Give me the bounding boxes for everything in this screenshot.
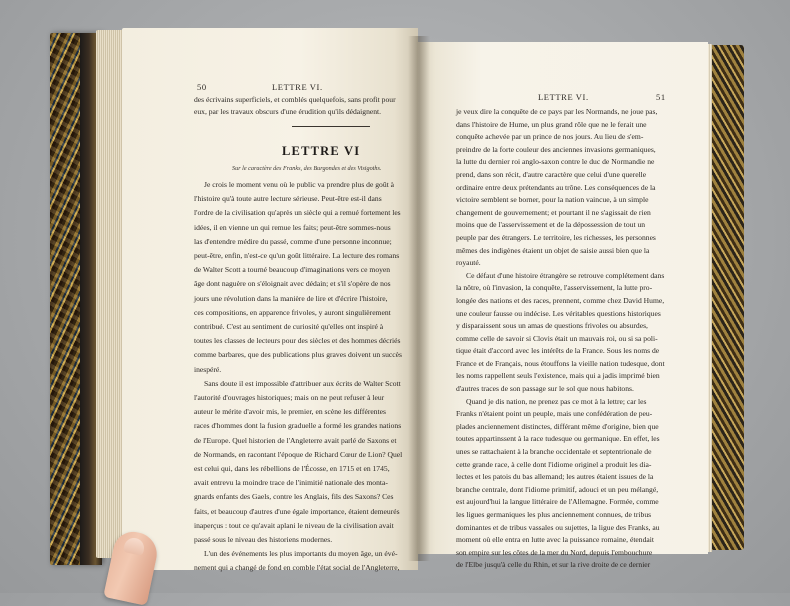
text-line: est aujourd'hui la langue littéraire de l'Allemagne. Formée, comme: [456, 497, 659, 507]
left-top-text: [194, 94, 412, 117]
text-line: tique était d'accord avec les intérêts de la France. Sous les noms de: [456, 346, 660, 356]
right-page-number: 51: [656, 92, 666, 102]
left-body-text: [194, 178, 414, 576]
book-gutter: [408, 36, 430, 561]
text-line: L'un des événements les plus importants du moyen âge, un évé-: [204, 549, 398, 559]
left-running-title: LETTRE VI.: [272, 82, 323, 92]
text-line: prend, dans son récit, d'autre caractère que celui d'une querelle: [456, 169, 647, 179]
text-line: auteur le mérite d'avoir mis, le premier, en scène les différentes: [194, 407, 386, 417]
left-page-number: 50: [197, 82, 207, 92]
thumbnail-nail: [123, 536, 146, 556]
text-line: de l'Elbe jusqu'à celle du Rhin, et sur la rive droite de ce dernier: [456, 560, 651, 570]
text-line: de Walter Scott a tourné beaucoup d'imaginations vers ce moyen: [194, 265, 391, 275]
text-line: faits, et beaucoup d'autres d'une égale importance, étaient demeurés: [194, 506, 400, 516]
text-line: lectes et les patois du bas allemand; les autres étaient issues de la: [456, 472, 654, 482]
text-line: jours une révolution dans la manière de lire et d'écrire l'histoire,: [194, 293, 388, 303]
text-line: dans l'histoire de Hume, un plus grand rôle que ne le ferait une: [456, 119, 647, 129]
text-line: longée des nations et des races, prennent, comme chez David Hume,: [456, 295, 665, 305]
text-line: son empire sur les côtes de la mer du Nord, depuis l'embouchure: [456, 547, 653, 557]
text-line: Quand je dis nation, ne prenez pas ce mot à la lettre; car les: [466, 396, 647, 406]
text-line: les ligues germaniques les plus anciennement connues, de tribus: [456, 510, 652, 519]
text-line: comme celle de savoir si Clovis était un mauvais roi, ou si sa poli-: [456, 333, 658, 343]
text-line: inaperçus : tout ce qu'avait aplani le niveau de la civilisation avait: [194, 520, 394, 530]
text-line: la lutte du dernier roi anglo-saxon contre le duc de Normandie ne: [456, 157, 655, 167]
text-line: victoire semblent se borner, pour la nation vaincue, à un simple: [456, 195, 649, 205]
text-line: inespéré.: [194, 364, 222, 374]
text-line: las d'entendre médire du passé, comme d'une personne inconnue;: [194, 236, 392, 246]
text-line: Ce défaut d'une histoire étrangère se retrouve complétement dans: [466, 270, 665, 280]
text-line: des écrivains superficiels, et comblés quelquefois, sans profit pour: [194, 95, 396, 104]
text-line: l'histoire qu'à toute autre lecture sérieuse. Peut-être est-il dans: [194, 194, 382, 204]
text-line: eux, par les travaux obscurs d'une érudition qu'ils dédaignent.: [194, 106, 382, 116]
text-line: toutes les classes de lecteurs pour des siècles et des hommes décriés: [194, 336, 401, 346]
text-line: ces compositions, en apparence frivoles, y auront singulièrement: [194, 307, 391, 317]
text-line: nement qui a changé de fond en comble l'état social de l'Angleterre,: [194, 563, 400, 573]
left-running-head: [197, 82, 407, 92]
text-line: France et de Français, nous étouffons la vieille nation tudesque, dont: [456, 358, 665, 368]
section-rule: [292, 126, 370, 127]
text-line: je veux dire la conquête de ce pays par les Normands, ne joue pas,: [456, 107, 658, 116]
text-line: de Normands, en racontant l'époque de Richard Cœur de Lion? Quel: [194, 449, 403, 459]
text-line: de l'Europe. Quel historien de l'Angleterre avait parlé de Saxons et: [194, 435, 397, 445]
chapter-subtitle: Sur le caractère des Franks, des Burgondes et des Visigoths.: [232, 165, 382, 172]
right-body-text: [456, 106, 684, 572]
text-line: Je crois le moment venu où le public va prendre plus de goût à: [204, 180, 395, 189]
text-line: passé sous le niveau des historiens modernes.: [194, 535, 333, 545]
left-page: [122, 28, 418, 573]
text-line: contribué. C'est au sentiment de curiosité qu'elles ont inspiré à: [194, 322, 384, 332]
text-line: mêmes des indigènes étaient un objet de saisie aussi bien que la: [456, 245, 650, 255]
text-line: les noms rappellent seuls l'existence, mais qui a jadis imprimé bien: [456, 371, 660, 381]
text-line: dominantes et de tribus vassales ou sujettes, la ligue des Franks, au: [456, 522, 660, 532]
text-line: royauté.: [456, 258, 481, 268]
text-line: est celui qui, dans les rébellions de l'Écosse, en 1715 et en 1745,: [194, 464, 390, 474]
text-line: toutes appartinssent à la race tudesque ou germanique. En effet, les: [456, 434, 660, 444]
text-line: la nôtre, où l'invasion, la conquête, l'asservissement, la lutte pro-: [456, 283, 653, 293]
text-line: races d'hommes dont la fusion graduelle a formé les grandes nations: [194, 421, 402, 431]
text-line: comme barbares, que des publications plus graves doivent un succès: [194, 350, 402, 360]
text-line: une couleur fausse ou indécise. Les véritables questions historiques: [456, 308, 661, 318]
text-line: l'ordre de la civilisation qu'après un siècle qui a remué fortement les: [194, 208, 401, 218]
text-line: ordinaire entre deux prétendants au trône. Les conséquences de la: [456, 182, 656, 192]
text-line: moins que de l'asservissement et de la dépossession de tout un: [456, 220, 646, 230]
text-line: cette grande race, à celle dont l'idiome originel a produit les dia-: [456, 459, 652, 469]
text-line: peuple par des étrangers. Le territoire, les richesses, les personnes: [456, 232, 656, 242]
text-line: l'autorité d'ouvrages historiques; mais on ne peut refuser à leur: [194, 393, 385, 403]
text-line: Franks n'étaient point un peuple, mais une confédération de peu-: [456, 409, 653, 419]
text-line: branche centrale, dont l'idiome primitif, adouci et un peu mélangé,: [456, 484, 659, 494]
text-line: conquête achevée par un prince de nos jours. Au lieu de s'em-: [456, 132, 644, 142]
text-line: gnards enfants des Gaels, contre les Anglais, fils des Saxons? Ces: [194, 492, 394, 502]
text-line: d'autres traces de son passage sur le sol que nous habitons.: [456, 384, 634, 394]
chapter-title: LETTRE VI: [282, 144, 361, 158]
text-line: peut-être, enfin, n'est-ce qu'un goût littéraire. La lecture des romans: [194, 251, 400, 261]
text-line: preindre de la forte couleur des anciennes invasions germaniques,: [456, 144, 656, 154]
text-line: y disparaissent sous un amas de questions frivoles ou absurdes,: [456, 321, 648, 331]
text-line: moment où elle entra en lutte avec la puissance romaine, étendait: [456, 535, 654, 545]
text-line: changement de gouvernement; et pourtant il ne s'agissait de rien: [456, 207, 651, 217]
right-page: [418, 42, 708, 570]
text-line: unes se rattachaient à la branche occidentale et septentrionale de: [456, 447, 652, 457]
right-running-head: [538, 92, 678, 102]
text-line: âge dont naguère on s'éloignait avec dédain; et s'il s'opère de nos: [194, 279, 391, 289]
right-running-title: LETTRE VI.: [538, 92, 589, 102]
text-line: Sans doute il est impossible d'attribuer aux écrits de Walter Scott: [204, 378, 401, 388]
text-line: plades anciennement distinctes, différant même d'origine, bien que: [456, 421, 659, 431]
text-line: idées, il en vienne un qui remue les faits; peut-être sommes-nous: [194, 222, 391, 232]
text-line: avait entrevu la moindre trace de l'inimitié nationale des monta-: [194, 478, 388, 488]
